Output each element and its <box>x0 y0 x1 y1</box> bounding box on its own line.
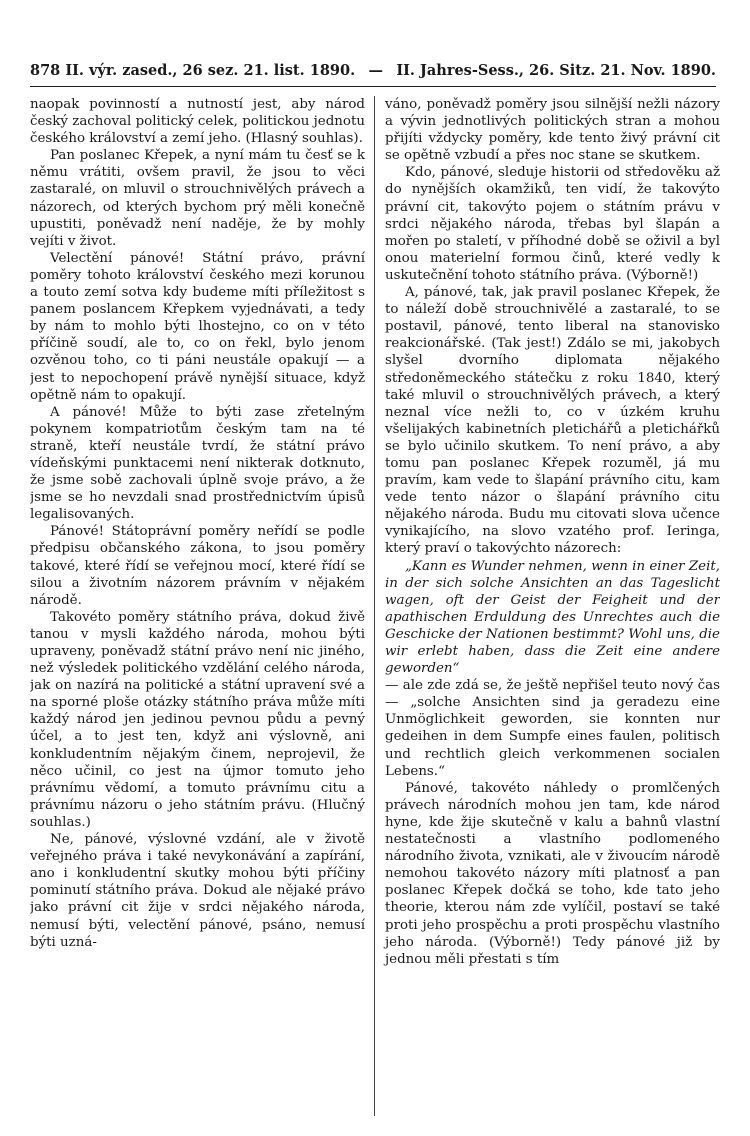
page-header <box>30 62 716 79</box>
paragraph: A pánové! Může to býti zase zřetelným pokynem kompatriotům českým tam na té straně, kteří neustále tvrdí, že státní právo vídeňskými punktacemi není nikterak dotknuto, že jsme sobě zachovali úplně svoje právo, a že jsme se ho nevzdali snad prostřednictvím úpisů legalisovaných. <box>30 404 365 523</box>
header-separator: — <box>368 62 383 79</box>
right-column <box>375 96 720 1116</box>
paragraph: Pánové, takovéto náhledy o promlčených právech národních mohou jen tam, kde národ hyne, kde žije skutečně v kalu a bahnů vlastní nestatečnosti a vlastního podlomeného národního života, vznikati, ale v živoucím národě nemohou takovéto názory míti platnosť a pan poslanec Křepek dočká se toho, kde tato jeho theorie, kterou nám zde vylíčil, postaví se také proti jeho prospěchu a proti prospěchu vlastního jeho národa. (Výborně!) Tedy pánové již by jednou měli přestati s tím <box>385 780 720 967</box>
paragraph: naopak povinností a nutností jest, aby národ český zachoval politický celek, politickou jednotu českého království a zemí jeho. (Hlasný souhlas). <box>30 97 365 147</box>
header-left: 878 II. výr. zased., 26 sez. 21. list. 1890. <box>30 62 356 79</box>
paragraph: Pan poslanec Křepek, a nyní mám tu česť se k němu vrátiti, ovšem pravil, že jsou to věci zastaralé, on mluvil o strouchnivělých právech a názorech, od kterých bychom prý měli konečně upustiti, poněvadž není naděje, že by mohly vejíti v život. <box>30 148 365 249</box>
paragraph: Ne, pánové, výslovné vzdání, ale v životě veřejného práva i také nevykonávání a zapírání, ano i konkludentní skutky mohou býti příčiny pominutí státního práva. Dokud ale nějaké právo jako právní cit žije v srdci nějakého národa, nemusí býti, velectění pánové, psáno, nemusí býti uzná- <box>30 832 365 950</box>
paragraph: „Kann es Wunder nehmen, wenn in einer Zeit, in der sich solche Ansichten an das Tageslicht wagen, oft der Geist der Feigheit und der apathischen Erduldung des Unrechtes auch die Geschicke der Nationen bestimmt? Wohl uns, die wir erlebt haben, dass die Zeit eine andere geworden“ <box>385 558 720 677</box>
paragraph: Kdo, pánové, sleduje historii od středověku až do nynějších okamžiků, ten vidí, že takovýto právní cit, takovýto pojem o státním právu v srdci nějakého národa, třebas byl šlapán a mořen po staletí, v příhodné době se oživil a byl onou materielní formou činů, které vedly k uskutečnění tohoto státního práva. (Výborně!) <box>385 165 720 283</box>
text-columns <box>30 96 720 1116</box>
paragraph: A, pánové, tak, jak pravil poslanec Křepek, že to náleží době strouchnivělé a zastaralé, to se postavil, pánové, tento liberal na stanovisko reakcionářské. (Tak jest!) Zdálo se mi, jakobych slyšel dvorního diplomata nějakého středoněmeckého státečku z roku 1840, který také mluvil o strouchnivělých právech, a který neznal více nežli to, co v úzkém kruhu všelijakých kabinetních pletichářů a pletichářků se bylo učinilo skutkem. To není právo, a aby tomu pan poslanec Křepek rozuměl, já mu pravím, kam vede to šlapání právního citu, kam vede tento názor o šlapání právního citu nějakého národa. Budu mu citovati slova učence vynikajícího, na slovo vzatého prof. Ieringa, který praví o takovýchto názorech: <box>385 285 720 557</box>
header-rule <box>30 86 716 87</box>
header-right: II. Jahres-Sess., 26. Sitz. 21. Nov. 1890. <box>396 62 716 79</box>
paragraph: Takovéto poměry státního práva, dokud živě tanou v mysli každého národa, mohou býti upraveny, poněvadž státní právo není nic jiného, než výsledek politického vzdělání celého národa, jak on nazírá na politické a státní upravení své a na sporné ploše otázky státního práva může míti každý národ jen jedinou pevnou půdu a pevný účel, a to jest ten, když ani výslovně, ani konkludentním nějakým činem, neprojevil, že něco učinil, co jest na újmor tomuto jeho právnímu vědomí, a tomuto právnímu citu a právnímu názoru o jeho státním právu. (Hlučný souhlas.) <box>30 609 365 830</box>
left-column <box>30 96 375 1116</box>
paragraph: Pánové! Státoprávní poměry neřídí se podle předpisu občanského zákona, to jsou poměry takové, které řídí se veřejnou mocí, které řídí se silou a životním názorem právním v nějakém národě. <box>30 524 365 608</box>
paragraph: — ale zde zdá se, že ještě nepřišel teuto nový čas — „solche Ansichten sind ja geradezu eine Unmöglichkeit geworden, sie konnten nur gedeihen in dem Sumpfe eines faulen, politisch und rechtlich gleich verkommenen socialen Lebens.“ <box>385 678 720 779</box>
paragraph: Velectění pánové! Státní právo, právní poměry tohoto království českého mezi korunou a touto zemí sotva kdy budeme míti příležitost s panem poslancem Křepkem vyjednávati, a tedy by nám to mohlo býti lhostejno, co on v této příčině soudí, ale to, co on řekl, bylo jenom ozvěnou toho, co ti páni neustále opakují — a jest to nepochopení právě nynější situace, když opětně nám to opakují. <box>30 250 365 403</box>
paragraph: váno, poněvadž poměry jsou silnější nežli názory a vývin jednotlivých politických stran a mohou přijíti vždycky poměry, kde tento živý právní cit se opětně vzbudí a přes noc stane se skutkem. <box>385 97 720 164</box>
